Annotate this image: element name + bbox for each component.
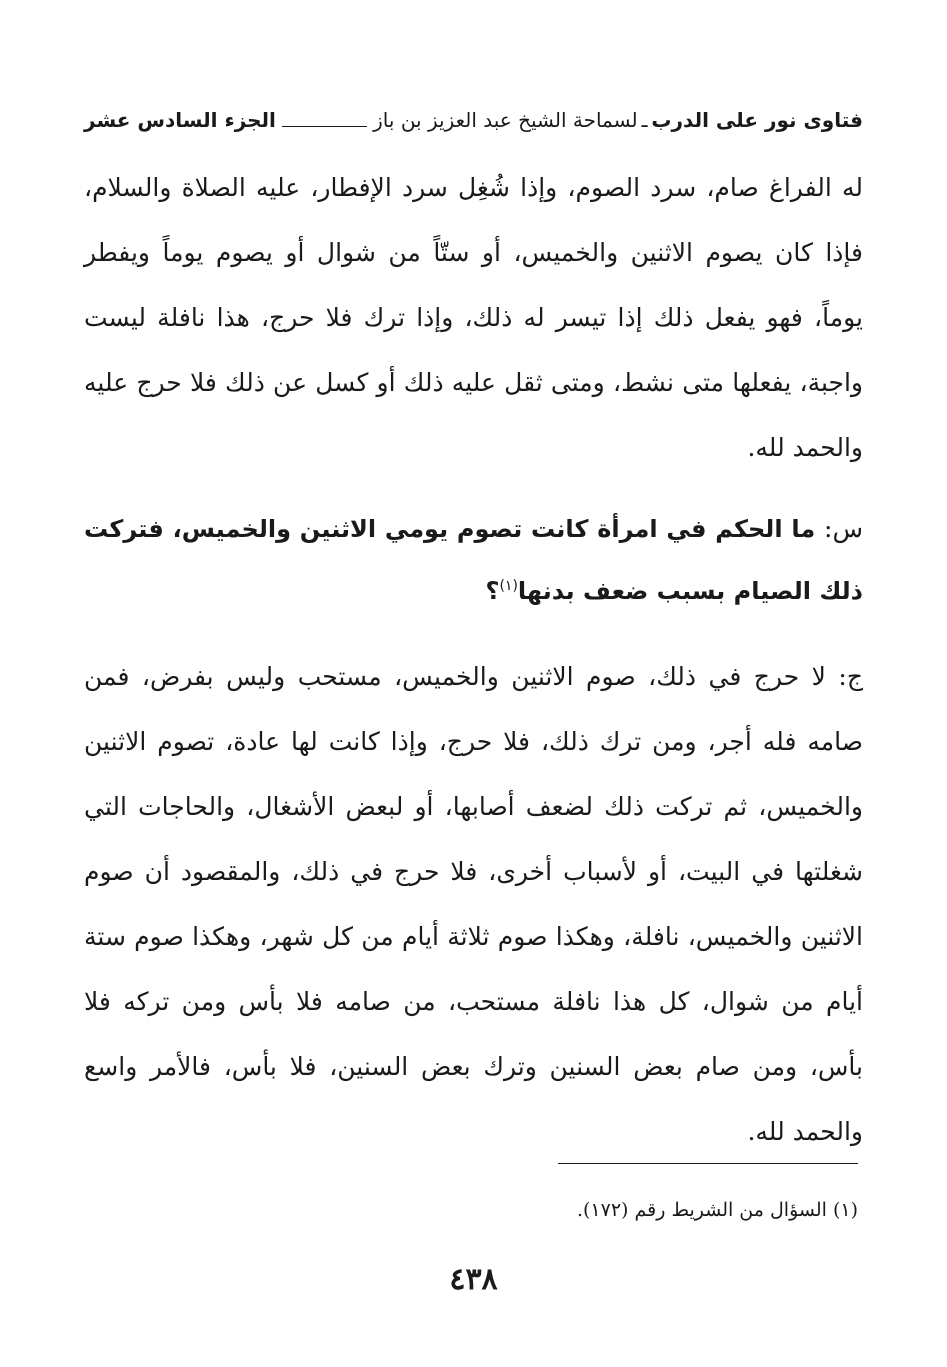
page-number: ٤٣٨ xyxy=(449,1262,498,1297)
volume-label: الجزء السادس عشر xyxy=(84,108,276,132)
footnote-reference[interactable]: (١) xyxy=(499,578,518,594)
header-rule xyxy=(282,126,367,127)
question-mark: ؟ xyxy=(485,577,500,605)
answer-paragraph: ج: لا حرج في ذلك، صوم الاثنين والخميس، مستحب وليس بفرض، فمن صامه فله أجر، ومن ترك ذلك، فلا حرج، وإذا كانت لها عادة، تصوم الاثنين والخميس، ثم تركت ذلك لضعف أصابها، أو لبعض الأشغال، والحاجات التي شغلتها في البيت، أو لأسباب أخرى، فلا حرج في ذلك، والمقصود أن صوم الاثنين والخميس، نافلة، وهكذا صوم ثلاثة أيام من كل شهر، وهكذا صوم ستة أيام من شوال، كل هذا نافلة مستحب، من صامه فلا بأس ومن تركه فلا بأس، ومن صام بعض السنين وترك بعض السنين، فلا بأس، فالأمر واسع والحمد لله. xyxy=(84,662,863,1146)
intro-paragraph: له الفراغ صام، سرد الصوم، وإذا شُغِل سرد الإفطار، عليه الصلاة والسلام، فإذا كان يصوم الاثنين والخميس، أو ستّاً من شوال أو يصوم يوماً ويفطر يوماً، فهو يفعل ذلك إذا تيسر له ذلك، وإذا ترك فلا حرج، هذا نافلة ليست واجبة، يفعلها متى نشط، ومتى ثقل عليه ذلك أو كسل عن ذلك فلا حرج عليه والحمد لله. xyxy=(84,173,863,462)
running-header xyxy=(84,100,863,140)
question-text: ما الحكم في امرأة كانت تصوم يومي الاثنين والخميس، فتركت ذلك الصيام بسبب ضعف بدنها xyxy=(84,515,863,605)
header-dash: ـ xyxy=(641,108,648,132)
page-body xyxy=(84,155,863,1164)
footnote-separator xyxy=(558,1163,858,1164)
question-paragraph xyxy=(84,498,863,622)
author-name: لسماحة الشيخ عبد العزيز بن باز xyxy=(373,108,638,132)
footnote: (١) السؤال من الشريط رقم (١٧٢). xyxy=(576,1199,858,1221)
book-title: فتاوى نور على الدرب xyxy=(651,108,863,132)
question-label: س: xyxy=(824,514,863,543)
